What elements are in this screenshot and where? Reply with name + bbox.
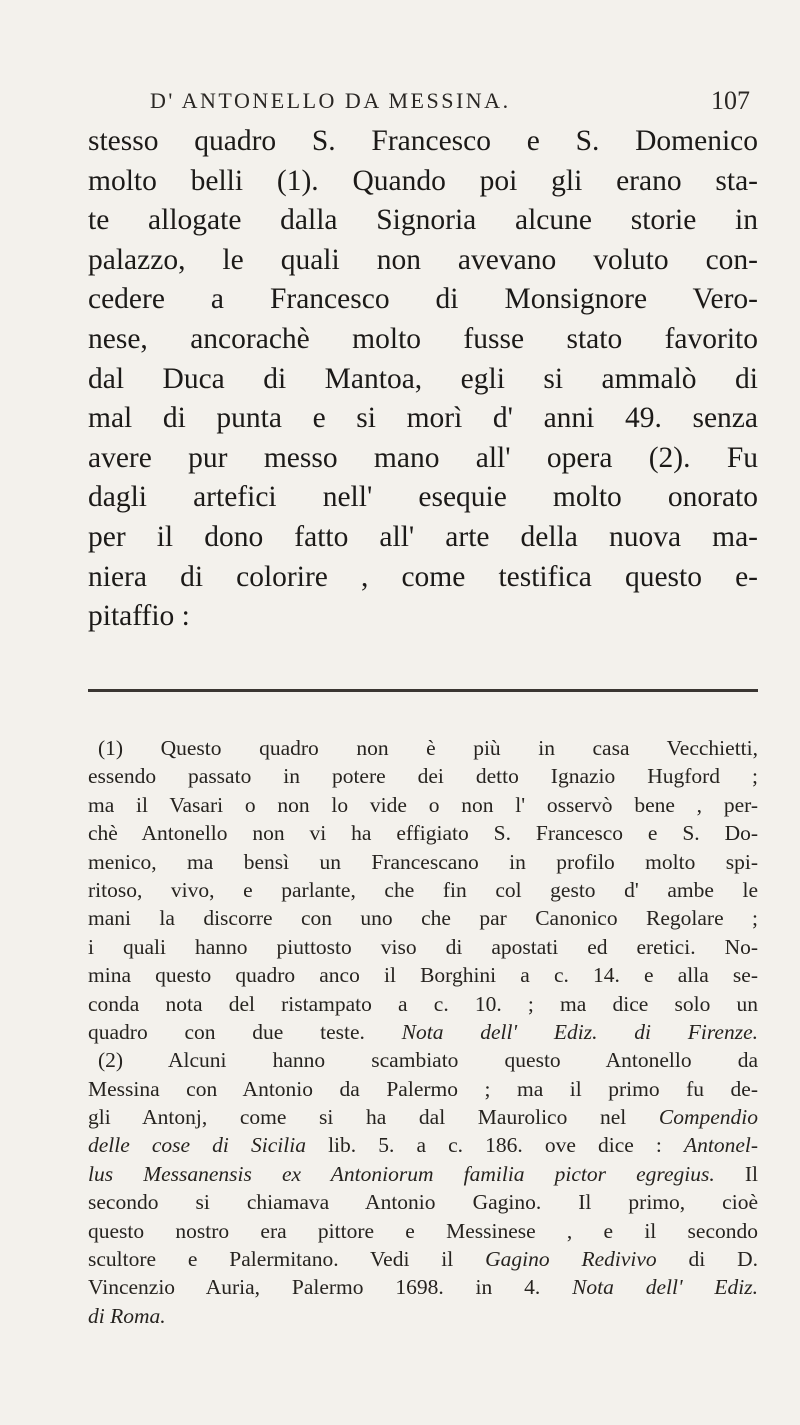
footnote-line xyxy=(88,1103,758,1131)
footnote-line: (2) Alcuni hanno scambiato questo Antonello da xyxy=(98,1048,758,1073)
main-text xyxy=(88,122,758,637)
text-line: mal di punta e si morì d' anni 49. senza xyxy=(88,402,758,435)
text-line: pitaffio : xyxy=(88,600,190,633)
footnote-line xyxy=(88,1302,758,1330)
footnote-line xyxy=(88,1160,758,1188)
footnote-line: Messina con Antonio da Palermo ; ma il primo fu de- xyxy=(88,1076,758,1101)
footnote-line: i quali hanno piuttosto viso di apostati ed eretici. No- xyxy=(88,934,758,959)
edition-note: di Roma. xyxy=(88,1303,166,1328)
running-title: D' ANTONELLO DA MESSINA. xyxy=(150,88,511,113)
footnote-text: di D. xyxy=(688,1247,759,1272)
footnote-line: menico, ma bensì un Francescano in profilo molto spi- xyxy=(88,849,758,874)
text-line: dal Duca di Mantoa, egli si ammalò di xyxy=(88,362,758,395)
footnote-line: ritoso, vivo, e parlante, che fin col gesto d' ambe le xyxy=(88,877,758,902)
footnote-text: Il xyxy=(744,1161,758,1186)
text-line: per il dono fatto all' arte della nuova ma- xyxy=(88,520,758,553)
text-line: palazzo, le quali non avevano voluto con- xyxy=(88,243,758,276)
book-title: delle cose di Sicilia xyxy=(88,1133,306,1158)
page-header xyxy=(90,86,750,120)
footnote-line xyxy=(88,1018,758,1046)
footnote-text: gli Antonj, come si ha dal Maurolico nel xyxy=(88,1105,627,1130)
footnote-text: scultore e Palermitano. Vedi il xyxy=(88,1247,454,1272)
book-title: Compendio xyxy=(658,1105,758,1130)
latin-quote: lus Messanensis ex Antoniorum familia pictor egregius. xyxy=(88,1161,715,1186)
footnote-line: mani la discorre con uno che par Canonico Regolare ; xyxy=(88,906,758,931)
text-line: stesso quadro S. Francesco e S. Domenico xyxy=(88,125,758,157)
footnotes xyxy=(88,734,758,1330)
latin-quote: Antonel- xyxy=(683,1133,759,1158)
text-line: avere pur messo mano all' opera (2). Fu xyxy=(88,441,758,474)
footnote-line: secondo si chiamava Antonio Gagino. Il primo, cioè xyxy=(88,1190,758,1215)
footnote-text: quadro con due teste. xyxy=(88,1019,365,1044)
footnote-divider xyxy=(88,689,758,692)
footnote-line: chè Antonello non vi ha effigiato S. Francesco e S. Do- xyxy=(88,821,758,846)
footnote-line: (1) Questo quadro non è più in casa Vecchietti, xyxy=(98,736,758,760)
text-line: molto belli (1). Quando poi gli erano sta- xyxy=(88,164,758,197)
footnote-line xyxy=(88,1273,758,1301)
text-line: dagli artefici nell' esequie molto onorato xyxy=(88,481,758,514)
text-line: te allogate dalla Signoria alcune storie in xyxy=(88,204,758,237)
page-number: 107 xyxy=(711,86,750,115)
footnote-line: questo nostro era pittore e Messinese , e il secondo xyxy=(88,1218,758,1243)
footnote-line: conda nota del ristampato a c. 10. ; ma dice solo un xyxy=(88,991,758,1016)
footnote-text: lib. 5. a c. 186. ove dice : xyxy=(328,1133,662,1158)
footnote-line: essendo passato in potere dei detto Ignazio Hugford ; xyxy=(88,764,758,789)
text-line: niera di colorire , come testifica questo e- xyxy=(88,560,758,593)
edition-note: Nota dell' Ediz. di Firenze. xyxy=(401,1019,758,1044)
footnote-line xyxy=(88,1245,758,1273)
edition-note: Nota dell' Ediz. xyxy=(572,1275,759,1300)
footnote-line: mina questo quadro anco il Borghini a c. 14. e alla se- xyxy=(88,963,758,988)
footnote-text: Vincenzio Auria, Palermo 1698. in 4. xyxy=(88,1275,541,1300)
footnote-line xyxy=(88,1131,758,1159)
text-line: cedere a Francesco di Monsignore Vero- xyxy=(88,283,758,316)
book-title: Gagino Redivivo xyxy=(485,1247,657,1272)
text-line: nese, ancorachè molto fusse stato favorito xyxy=(88,322,758,355)
footnote-line: ma il Vasari o non lo vide o non l' osservò bene , per- xyxy=(88,792,758,817)
